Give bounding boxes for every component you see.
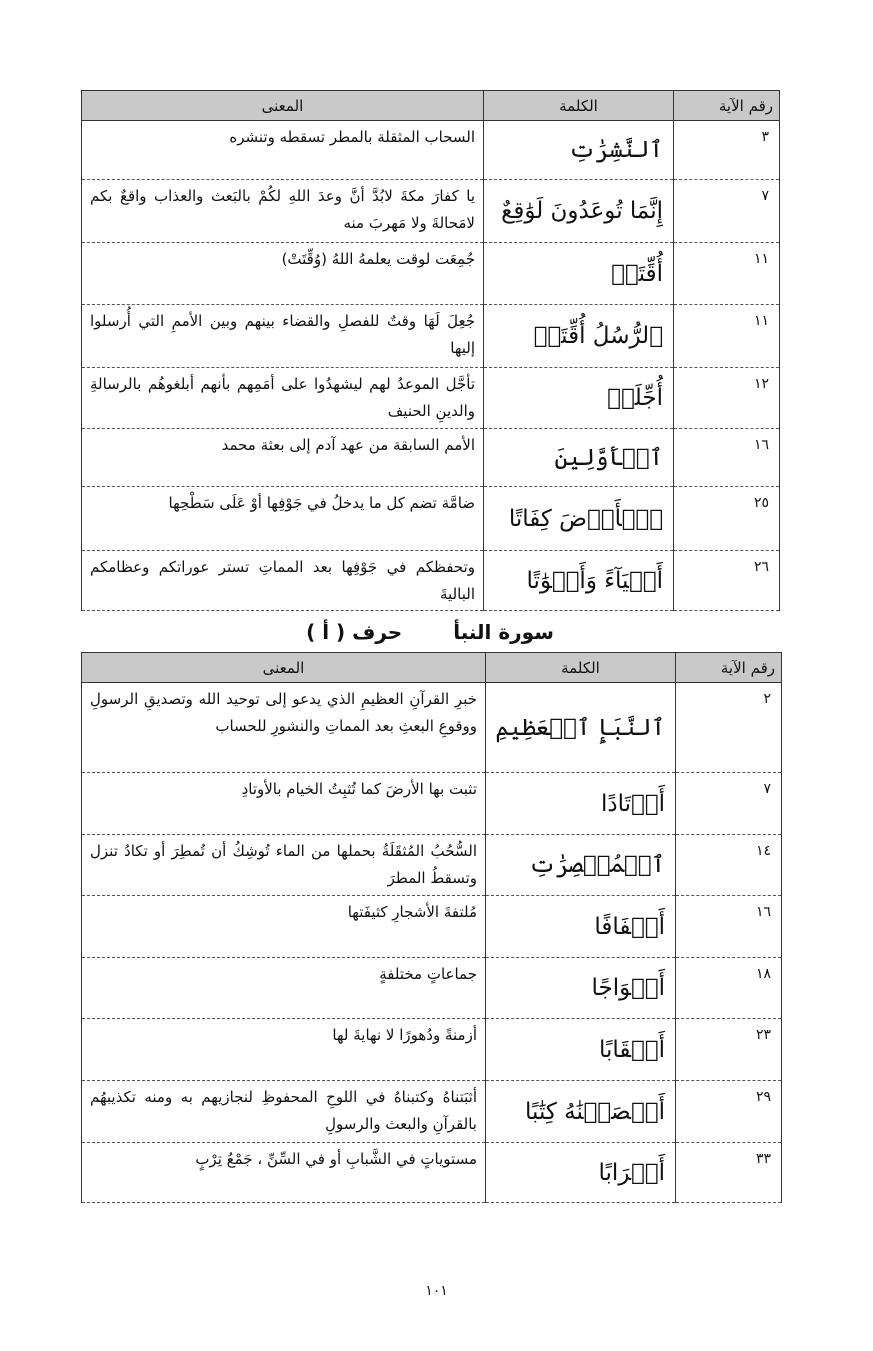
- word-cell: أَفۡوَاجًا: [486, 958, 676, 1019]
- table-row: [82, 1081, 782, 1143]
- meaning-cell: جُعِلَ لَهَا وقتٌ للفصلِ والقضاء بينهم وبين الأممِ التي أُرسلوا إليها: [82, 305, 484, 368]
- header-word: الكلمة: [486, 653, 676, 683]
- table-header-row: [82, 653, 782, 683]
- word-cell: إِنَّمَا تُوعَدُونَ لَوَٰقِعٌ: [484, 180, 674, 243]
- header-verse-number: رقم الآية: [674, 91, 780, 121]
- table-row: [82, 551, 780, 611]
- glossary-table-naba: [81, 652, 782, 1203]
- table-row: [82, 683, 782, 773]
- word-cell: ٱلۡمُعۡصِرَٰتِ: [486, 835, 676, 896]
- table-row: [82, 368, 780, 429]
- word-cell: ٱلرُّسُلُ أُقِّتَتۡ: [484, 305, 674, 368]
- meaning-cell: السُّحُبُ المُثقَلَةُ بحملها من الماء تُوشِكُ أن تُمطِرَ أو تكادُ تنزل وتسقطُ المطرَ: [82, 835, 486, 896]
- surah-title: سورة النبأ: [453, 620, 554, 644]
- header-meaning: المعنى: [82, 91, 484, 121]
- word-cell: ٱلۡأَرۡضَ كِفَاتًا: [484, 487, 674, 551]
- verse-number-cell: ١٢: [674, 368, 780, 429]
- verse-number-cell: ١٤: [676, 835, 782, 896]
- meaning-cell: يا كفارَ مكةَ لابُدَّ أنَّ وعدَ اللهِ لكُمْ بالبَعث والعذاب واقعٌ بكم لامَحالةَ ولا مَهربَ منه: [82, 180, 484, 243]
- table-row: [82, 180, 780, 243]
- word-cell: ٱلۡأَوَّلِينَ: [484, 429, 674, 487]
- verse-number-cell: ٢٣: [676, 1019, 782, 1081]
- meaning-cell: مستوياتٍ في الشَّبابِ أو في السِّنِّ ، جَمْعُ تِرْبٍ: [82, 1143, 486, 1203]
- meaning-cell: جماعاتٍ مختلفةٍ: [82, 958, 486, 1019]
- verse-number-cell: ٢٦: [674, 551, 780, 611]
- letter-label: حرف ( أ ): [306, 620, 403, 644]
- verse-number-cell: ١٦: [674, 429, 780, 487]
- verse-number-cell: ١١: [674, 243, 780, 305]
- meaning-cell: أثبَتناهُ وكتبناهُ في اللوحِ المحفوظِ لنجازيهم به ومنه تكذيبهُم بالقرآنِ والبعث والرسولِ: [82, 1081, 486, 1143]
- header-meaning: المعنى: [82, 653, 486, 683]
- verse-number-cell: ٢٥: [674, 487, 780, 551]
- verse-number-cell: ١١: [674, 305, 780, 368]
- word-cell: أَتۡرَابًا: [486, 1143, 676, 1203]
- meaning-cell: خبرِ القرآنِ العظيمِ الذي يدعو إلى توحيد الله وتصديقِ الرسولِ ووقوعِ البعثِ بعد المماتِ والنشورِ للحساب: [82, 683, 486, 773]
- word-cell: أَحۡيَآءً وَأَمۡوَٰتًا: [484, 551, 674, 611]
- word-cell: أُجِّلَتۡ: [484, 368, 674, 429]
- table-row: [82, 243, 780, 305]
- word-cell: ٱلنَّشِرَٰتِ: [484, 121, 674, 180]
- verse-number-cell: ٣٣: [676, 1143, 782, 1203]
- meaning-cell: ضامَّة تضم كل ما يدخلُ في جَوْفِها أوْ عَلَى سَطْحِها: [82, 487, 484, 551]
- table-header-row: [82, 91, 780, 121]
- table-row: [82, 121, 780, 180]
- meaning-cell: تأجَّل الموعدُ لهم ليشهدُوا على أمَمِهم بأنهم أبلغوهُم بالرسالةِ والدينِ الحنيف: [82, 368, 484, 429]
- meaning-cell: السحاب المثقلة بالمطر تسقطه وتنشره: [82, 121, 484, 180]
- word-cell: أَوۡتَادًا: [486, 773, 676, 835]
- table-row: [82, 1019, 782, 1081]
- table-row: [82, 835, 782, 896]
- word-cell: أَلۡفَافًا: [486, 896, 676, 958]
- word-cell: أُقِّتَتۡ: [484, 243, 674, 305]
- table-row: [82, 429, 780, 487]
- verse-number-cell: ٧: [676, 773, 782, 835]
- meaning-cell: الأمم السابقة من عهد آدم إلى بعثة محمد: [82, 429, 484, 487]
- verse-number-cell: ١٦: [676, 896, 782, 958]
- meaning-cell: وتحفظكم في جَوْفِها بعد المماتِ تستر عوراتكم وعظامكم الباليةَ: [82, 551, 484, 611]
- verse-number-cell: ١٨: [676, 958, 782, 1019]
- meaning-cell: جُمِعَت لوقت يعلمهُ اللهُ (وُقِّتَتْ): [82, 243, 484, 305]
- page-number: ١٠١: [425, 1283, 448, 1299]
- table-row: [82, 773, 782, 835]
- verse-number-cell: ٢: [676, 683, 782, 773]
- verse-number-cell: ٢٩: [676, 1081, 782, 1143]
- verse-number-cell: ٣: [674, 121, 780, 180]
- meaning-cell: مُلتفةَ الأشجارِ كثيفَتها: [82, 896, 486, 958]
- table-row: [82, 958, 782, 1019]
- section-heading: [270, 620, 590, 644]
- word-cell: أَحۡصَيۡنَٰهُ كِتَٰبًا: [486, 1081, 676, 1143]
- verse-number-cell: ٧: [674, 180, 780, 243]
- table-row: [82, 305, 780, 368]
- table-row: [82, 487, 780, 551]
- word-cell: ٱلنَّبَإِ ٱلۡعَظِيمِ: [486, 683, 676, 773]
- meaning-cell: أزمنةً ودُهورًا لا نهايةَ لها: [82, 1019, 486, 1081]
- header-verse-number: رقم الآية: [676, 653, 782, 683]
- word-cell: أَحۡقَابًا: [486, 1019, 676, 1081]
- table-row: [82, 896, 782, 958]
- header-word: الكلمة: [484, 91, 674, 121]
- table-row: [82, 1143, 782, 1203]
- meaning-cell: تثبت بها الأرضَ كما تُثبِتُ الخيام بالأوتادِ: [82, 773, 486, 835]
- glossary-table-mursalat: [81, 90, 780, 611]
